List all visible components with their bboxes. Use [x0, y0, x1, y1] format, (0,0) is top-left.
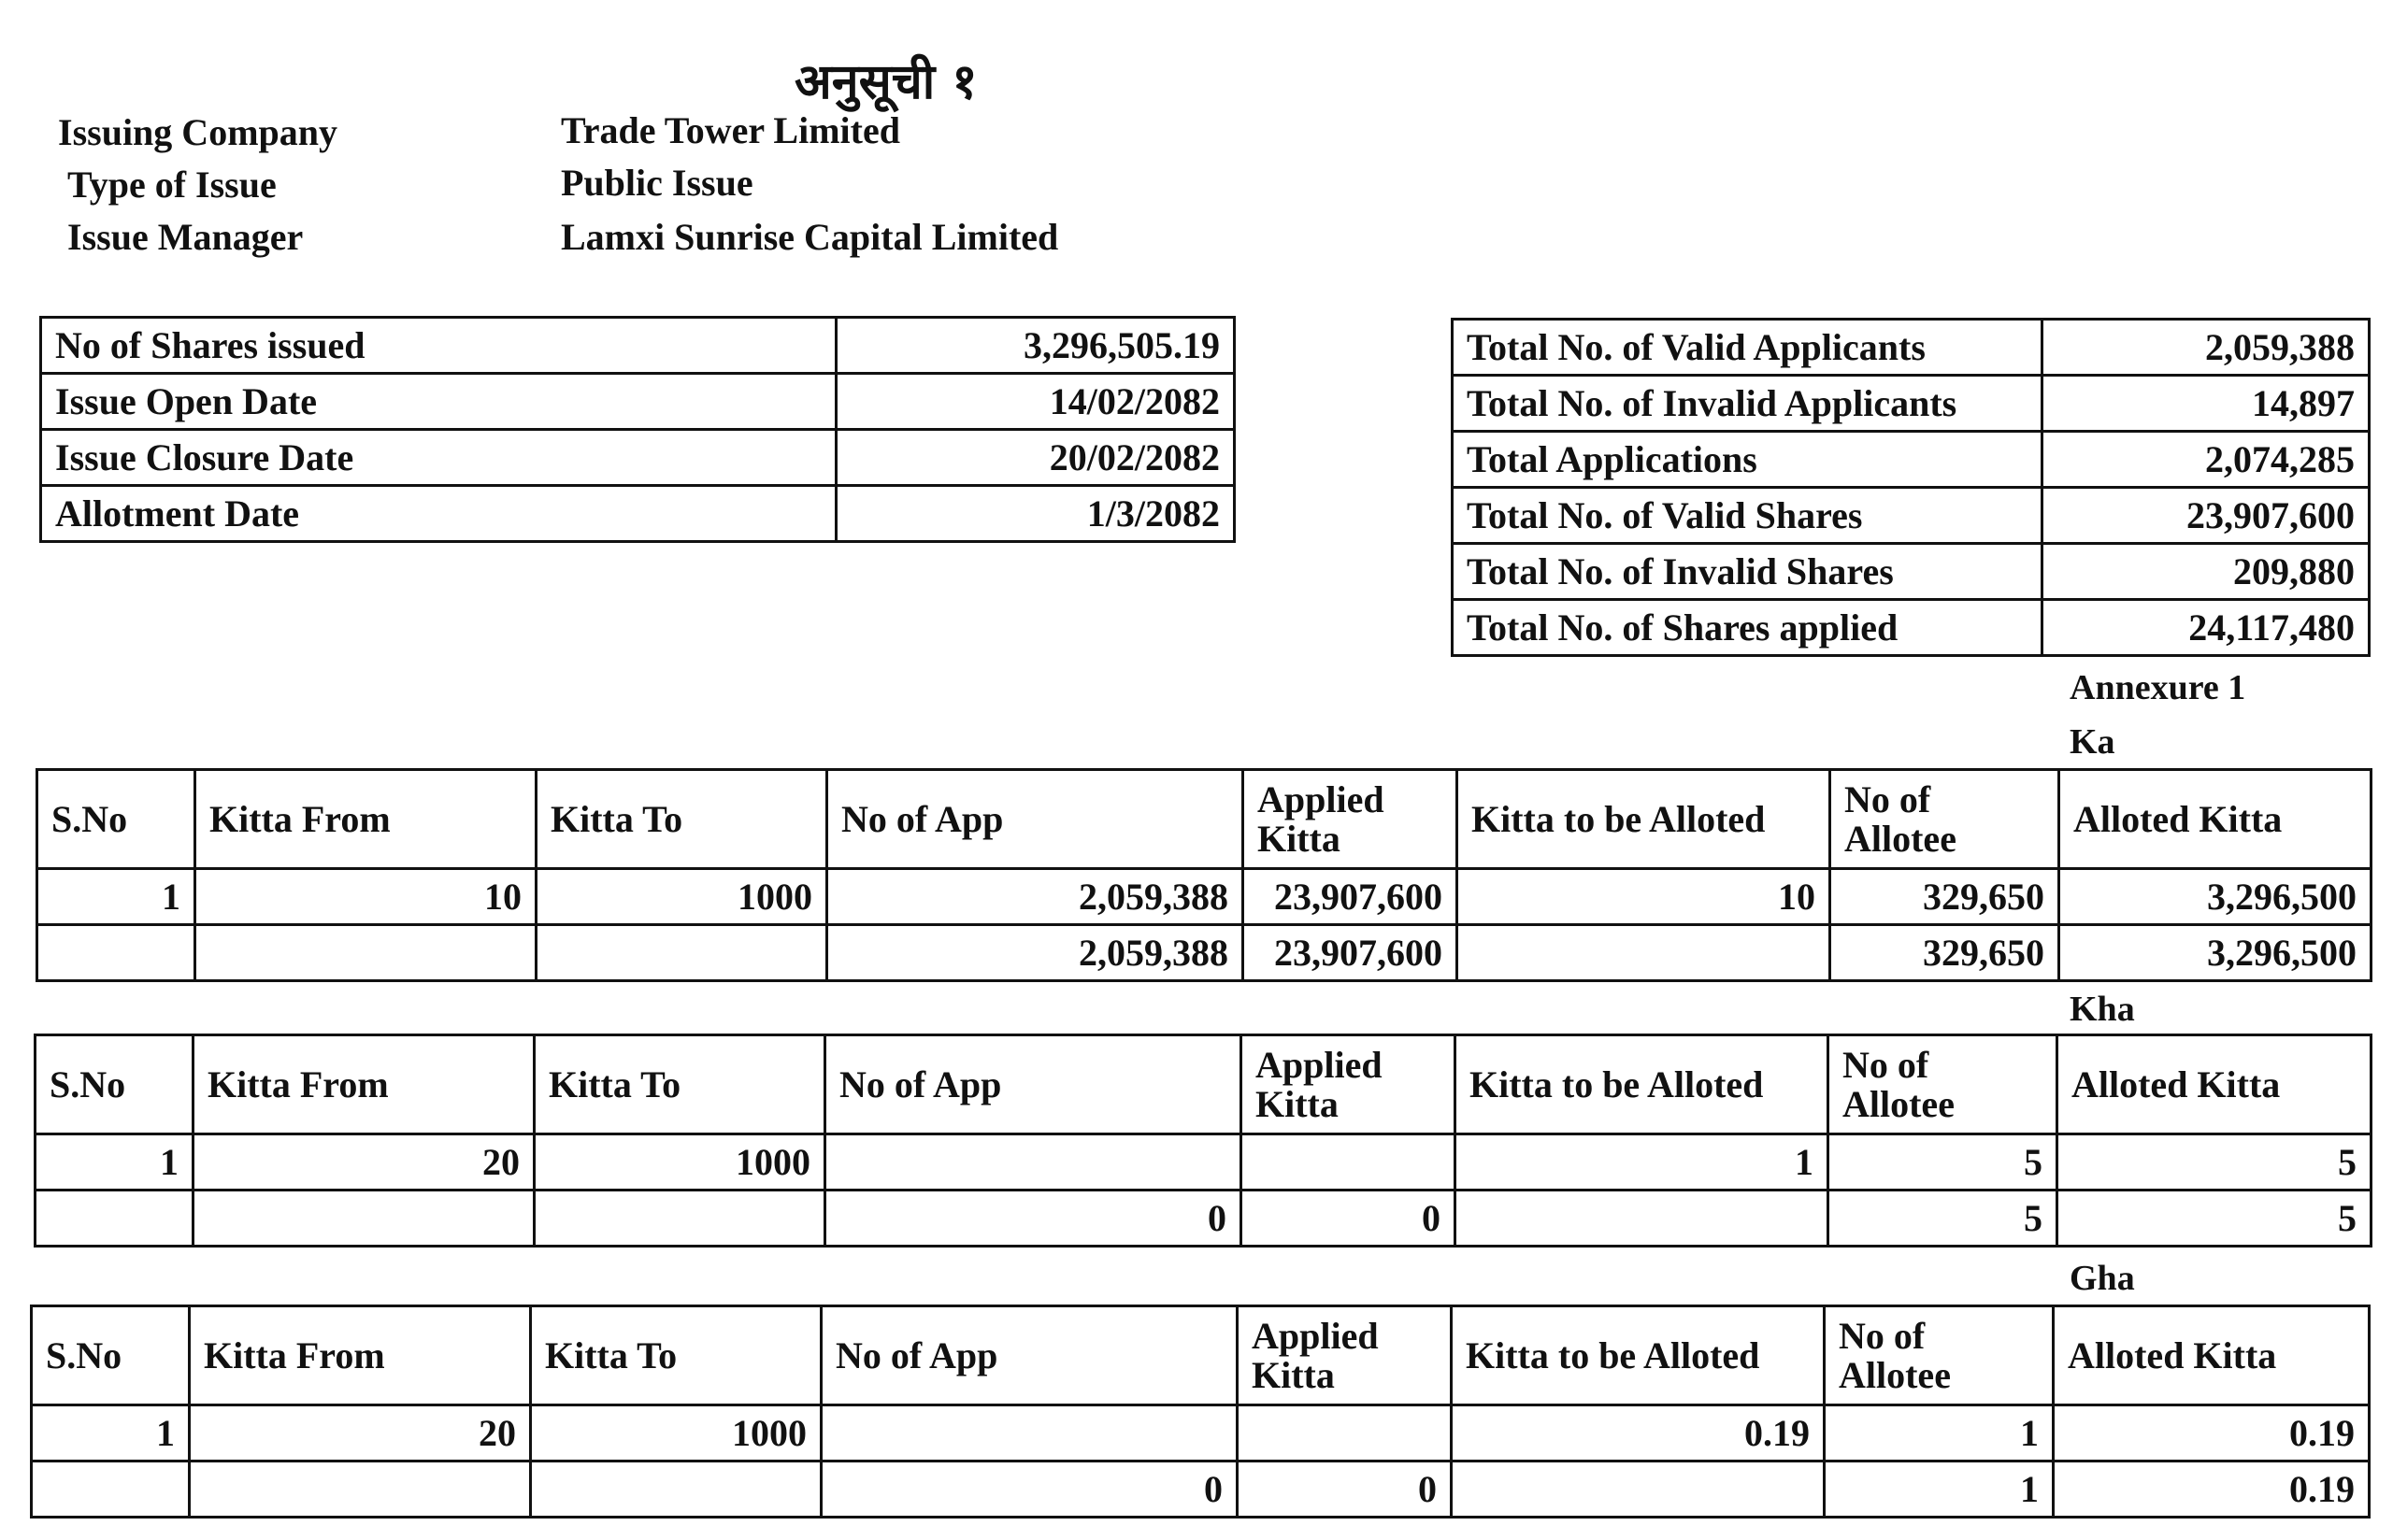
- total-no-allotee: 329,650: [1830, 925, 2059, 981]
- col-no-allotee-line1: No of: [1844, 777, 1931, 820]
- table-row: [1453, 432, 2370, 488]
- table-row: [32, 1405, 2370, 1462]
- issue-value: 1/3/2082: [837, 486, 1235, 542]
- section-label-ka: Ka: [2070, 722, 2115, 762]
- total-applied-kitta: 0: [1238, 1462, 1452, 1518]
- col-applied-kitta-line1: Applied: [1252, 1314, 1379, 1357]
- table-row: [41, 430, 1235, 486]
- col-no-allotee-line2: Allotee: [1844, 817, 1956, 860]
- summary-value: 24,117,480: [2042, 600, 2370, 656]
- col-applied-kitta-line2: Kitta: [1257, 817, 1340, 860]
- col-no-allotee: [1828, 1035, 2057, 1134]
- cell-applied-kitta: [1241, 1134, 1455, 1191]
- cell-kitta-alloted: 10: [1457, 869, 1830, 925]
- issue-label: Allotment Date: [41, 486, 837, 542]
- allotment-table-gha: [30, 1305, 2371, 1519]
- cell-no-of-app: [825, 1134, 1241, 1191]
- table-row: [41, 486, 1235, 542]
- col-applied-kitta-line1: Applied: [1255, 1043, 1383, 1086]
- total-alloted-kitta: 0.19: [2054, 1462, 2370, 1518]
- table-header-row: [32, 1306, 2370, 1405]
- cell-no-allotee: 1: [1825, 1405, 2054, 1462]
- col-applied-kitta-line2: Kitta: [1252, 1353, 1335, 1396]
- col-alloted-kitta: Alloted Kitta: [2054, 1306, 2370, 1405]
- table-header-row: [36, 1035, 2372, 1134]
- col-kitta-to: Kitta To: [531, 1306, 822, 1405]
- col-sno: S.No: [32, 1306, 190, 1405]
- col-no-allotee-line2: Allotee: [1839, 1353, 1951, 1396]
- col-no-allotee-line2: Allotee: [1842, 1082, 1955, 1125]
- summary-label: Total No. of Valid Shares: [1453, 488, 2042, 544]
- cell-empty: [32, 1462, 190, 1518]
- col-kitta-alloted: Kitta to be Alloted: [1452, 1306, 1825, 1405]
- summary-value: 23,907,600: [2042, 488, 2370, 544]
- cell-empty: [531, 1462, 822, 1518]
- total-no-of-app: 0: [822, 1462, 1238, 1518]
- table-total-row: [37, 925, 2372, 981]
- summary-value: 14,897: [2042, 376, 2370, 432]
- cell-empty: [37, 925, 195, 981]
- col-applied-kitta: [1241, 1035, 1455, 1134]
- col-kitta-to: Kitta To: [537, 770, 827, 869]
- issue-value: 20/02/2082: [837, 430, 1235, 486]
- summary-label: Total Applications: [1453, 432, 2042, 488]
- col-sno: S.No: [36, 1035, 193, 1134]
- table-row: [1453, 376, 2370, 432]
- table-row: [1453, 488, 2370, 544]
- cell-sno: 1: [36, 1134, 193, 1191]
- issuing-company-value: Trade Tower Limited: [561, 109, 900, 151]
- cell-no-allotee: 5: [1828, 1134, 2057, 1191]
- cell-kitta-from: 10: [195, 869, 537, 925]
- allotment-table-ka: [36, 768, 2372, 982]
- cell-empty: [193, 1191, 535, 1247]
- cell-applied-kitta: 23,907,600: [1243, 869, 1457, 925]
- issue-label: No of Shares issued: [41, 318, 837, 374]
- issue-label: Issue Open Date: [41, 374, 837, 430]
- col-no-allotee: [1830, 770, 2059, 869]
- table-row: [37, 869, 2372, 925]
- col-applied-kitta-line2: Kitta: [1255, 1082, 1339, 1125]
- col-kitta-alloted: Kitta to be Alloted: [1455, 1035, 1828, 1134]
- col-kitta-alloted: Kitta to be Alloted: [1457, 770, 1830, 869]
- summary-value: 2,074,285: [2042, 432, 2370, 488]
- cell-empty: [1457, 925, 1830, 981]
- col-no-allotee-line1: No of: [1842, 1043, 1929, 1086]
- type-of-issue-label: Type of Issue: [67, 164, 277, 206]
- issue-manager-value: Lamxi Sunrise Capital Limited: [561, 216, 1059, 258]
- annexure-label: Annexure 1: [2070, 668, 2246, 707]
- issue-details-table: [39, 316, 1236, 543]
- col-no-of-app: No of App: [825, 1035, 1241, 1134]
- total-applied-kitta: 23,907,600: [1243, 925, 1457, 981]
- table-total-row: [36, 1191, 2372, 1247]
- section-label-gha: Gha: [2070, 1259, 2135, 1298]
- total-no-allotee: 1: [1825, 1462, 2054, 1518]
- cell-sno: 1: [37, 869, 195, 925]
- cell-no-of-app: [822, 1405, 1238, 1462]
- cell-empty: [1455, 1191, 1828, 1247]
- total-no-of-app: 0: [825, 1191, 1241, 1247]
- cell-empty: [195, 925, 537, 981]
- table-row: [41, 318, 1235, 374]
- cell-empty: [190, 1462, 531, 1518]
- cell-alloted-kitta: 3,296,500: [2059, 869, 2372, 925]
- page-title: अनुसूची १: [795, 53, 978, 110]
- summary-value: 2,059,388: [2042, 320, 2370, 376]
- cell-kitta-alloted: 0.19: [1452, 1405, 1825, 1462]
- cell-kitta-from: 20: [190, 1405, 531, 1462]
- issue-label: Issue Closure Date: [41, 430, 837, 486]
- total-applied-kitta: 0: [1241, 1191, 1455, 1247]
- summary-label: Total No. of Valid Applicants: [1453, 320, 2042, 376]
- summary-value: 209,880: [2042, 544, 2370, 600]
- cell-kitta-to: 1000: [537, 869, 827, 925]
- total-no-allotee: 5: [1828, 1191, 2057, 1247]
- col-applied-kitta-line1: Applied: [1257, 777, 1384, 820]
- table-row: [1453, 320, 2370, 376]
- table-row: [41, 374, 1235, 430]
- issue-manager-label: Issue Manager: [67, 216, 304, 258]
- total-alloted-kitta: 5: [2057, 1191, 2372, 1247]
- col-alloted-kitta: Alloted Kitta: [2059, 770, 2372, 869]
- summary-label: Total No. of Invalid Applicants: [1453, 376, 2042, 432]
- cell-empty: [1452, 1462, 1825, 1518]
- type-of-issue-value: Public Issue: [561, 162, 753, 204]
- cell-kitta-to: 1000: [535, 1134, 825, 1191]
- total-no-of-app: 2,059,388: [827, 925, 1243, 981]
- cell-kitta-alloted: 1: [1455, 1134, 1828, 1191]
- table-header-row: [37, 770, 2372, 869]
- cell-sno: 1: [32, 1405, 190, 1462]
- issue-value: 14/02/2082: [837, 374, 1235, 430]
- col-kitta-from: Kitta From: [193, 1035, 535, 1134]
- table-row: [1453, 600, 2370, 656]
- section-label-kha: Kha: [2070, 990, 2135, 1029]
- issue-value: 3,296,505.19: [837, 318, 1235, 374]
- col-no-allotee: [1825, 1306, 2054, 1405]
- table-row: [36, 1134, 2372, 1191]
- col-applied-kitta: [1238, 1306, 1452, 1405]
- cell-no-allotee: 329,650: [1830, 869, 2059, 925]
- col-no-allotee-line1: No of: [1839, 1314, 1926, 1357]
- cell-empty: [535, 1191, 825, 1247]
- cell-empty: [36, 1191, 193, 1247]
- table-total-row: [32, 1462, 2370, 1518]
- col-kitta-from: Kitta From: [195, 770, 537, 869]
- issuing-company-label: Issuing Company: [58, 111, 338, 153]
- cell-kitta-from: 20: [193, 1134, 535, 1191]
- col-alloted-kitta: Alloted Kitta: [2057, 1035, 2372, 1134]
- col-kitta-to: Kitta To: [535, 1035, 825, 1134]
- col-sno: S.No: [37, 770, 195, 869]
- col-kitta-from: Kitta From: [190, 1306, 531, 1405]
- cell-no-of-app: 2,059,388: [827, 869, 1243, 925]
- col-applied-kitta: [1243, 770, 1457, 869]
- cell-applied-kitta: [1238, 1405, 1452, 1462]
- table-row: [1453, 544, 2370, 600]
- cell-kitta-to: 1000: [531, 1405, 822, 1462]
- cell-alloted-kitta: 0.19: [2054, 1405, 2370, 1462]
- allotment-table-kha: [34, 1034, 2372, 1248]
- total-alloted-kitta: 3,296,500: [2059, 925, 2372, 981]
- col-no-of-app: No of App: [822, 1306, 1238, 1405]
- summary-label: Total No. of Invalid Shares: [1453, 544, 2042, 600]
- cell-empty: [537, 925, 827, 981]
- cell-alloted-kitta: 5: [2057, 1134, 2372, 1191]
- summary-label: Total No. of Shares applied: [1453, 600, 2042, 656]
- summary-table: [1451, 318, 2371, 657]
- col-no-of-app: No of App: [827, 770, 1243, 869]
